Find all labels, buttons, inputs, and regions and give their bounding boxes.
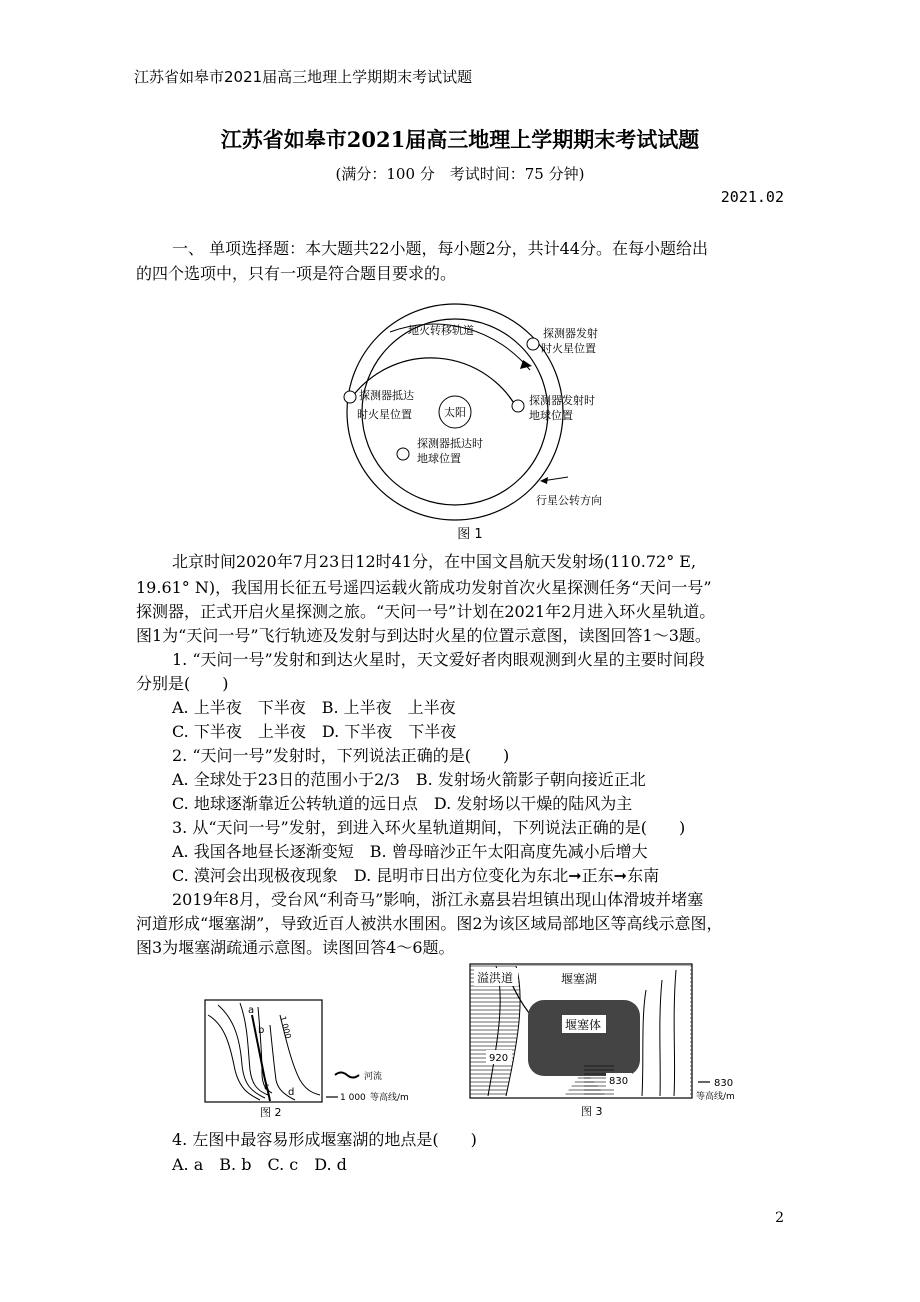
page-number: 2	[775, 1210, 784, 1226]
passage-1-line-2: 19.61° N)，我国用长征五号遥四运载火箭成功发射首次火星探测任务“天问一号”	[136, 578, 712, 597]
section-heading-line-1: 一、 单项选择题：本大题共22小题，每小题2分，共计44分。在每小题给出	[172, 239, 708, 258]
point-d-label: d	[288, 1087, 295, 1098]
exam-date: 2021.02	[720, 188, 784, 206]
transfer-orbit-label: 地火转移轨道	[408, 324, 474, 337]
question-1-stem-line-1: 1. “天问一号”发射和到达火星时，天文爱好者肉眼观测到火星的主要时间段	[172, 650, 705, 669]
figure-2-contour-map	[200, 995, 409, 1120]
passage-1-line-1: 北京时间2020年7月23日12时41分，在中国文昌航天发射场(110.72° E,	[172, 552, 697, 571]
dammed-lake-label: 堰塞湖	[561, 972, 598, 986]
figure-3-caption: 图 3	[581, 1105, 603, 1118]
passage-1-line-4: 图1为“天问一号”飞行轨迹及发射与到达时火星的位置示意图，读图回答1～3题。	[136, 626, 711, 645]
section-heading-line-2: 的四个选项中，只有一项是符合题目要求的。	[136, 264, 457, 283]
figure-3-dam-diagram	[466, 960, 756, 1122]
question-4-options: A. a B. b C. c D. d	[172, 1155, 347, 1174]
revolution-direction-label: 行星公转方向	[536, 494, 602, 507]
question-2-options-cd: C. 地球逐渐靠近公转轨道的远日点 D. 发射场以干燥的陆风为主	[172, 794, 633, 813]
contour-legend-label: 等高线/m	[370, 1093, 409, 1103]
mars-arrival-position	[344, 391, 356, 403]
passage-2-line-1: 2019年8月，受台风“利奇马”影响，浙江永嘉县岩坦镇出现山体滑坡并堵塞	[172, 890, 704, 909]
passage-1-line-3: 探测器，正式开启火星探测之旅。“天问一号”计划在2021年2月进入环火星轨道。	[136, 602, 716, 621]
point-c-label: c	[264, 1082, 270, 1093]
point-a-label: a	[248, 1005, 255, 1016]
transfer-orbit-path	[352, 358, 518, 410]
question-3-stem: 3. 从“天问一号”发射，到进入环火星轨道期间，下列说法正确的是( )	[172, 818, 686, 837]
mars-arrival-label-1: 探测器抵达	[359, 389, 414, 402]
contour-value-label: 1 000	[278, 1015, 293, 1040]
mars-launch-position	[527, 338, 539, 350]
earth-arrival-label-2: 地球位置	[417, 452, 461, 465]
question-1-options-ab: A. 上半夜 下半夜 B. 上半夜 上半夜	[172, 698, 456, 717]
sun-label: 太阳	[444, 406, 466, 419]
passage-2-line-3: 图3为堰塞湖疏通示意图。读图回答4～6题。	[136, 938, 455, 957]
contour-legend-value: 1 000	[340, 1093, 366, 1103]
question-2-options-ab: A. 全球处于23日的范围小于2/3 B. 发射场火箭影子朝向接近正北	[172, 770, 646, 789]
dam-body	[528, 1000, 640, 1076]
earth-launch-position	[512, 400, 524, 412]
question-1-options-cd: C. 下半夜 上半夜 D. 下半夜 下半夜	[172, 722, 457, 741]
mars-arrival-label-2: 时火星位置	[357, 408, 412, 421]
question-2-stem: 2. “天问一号”发射时，下列说法正确的是( )	[172, 746, 510, 765]
earth-arrival-label-1: 探测器抵达时	[417, 437, 483, 450]
running-header: 江苏省如皋市2021届高三地理上学期期末考试试题	[134, 68, 473, 86]
mars-launch-label-2: 时火星位置	[541, 342, 596, 355]
contour-920-label: 920	[489, 1053, 509, 1064]
figure-2-caption: 图 2	[260, 1106, 282, 1119]
page-title: 江苏省如皋市2021届高三地理上学期期末考试试题	[220, 127, 700, 152]
point-b-label: b	[258, 1025, 265, 1036]
exam-info: (满分：100 分 考试时间：75 分钟)	[335, 165, 585, 183]
figure-1-orbit-diagram	[330, 300, 630, 546]
earth-launch-label-1: 探测器发射时	[529, 394, 595, 407]
passage-2-line-2: 河道形成“堰塞湖”，导致近百人被洪水围困。图2为该区域局部地区等高线示意图，	[136, 914, 723, 933]
contour-legend-label: 等高线/m	[696, 1092, 735, 1102]
question-3-options-ab: A. 我国各地昼长逐渐变短 B. 曾母暗沙正午太阳高度先减小后增大	[172, 842, 648, 861]
question-3-options-cd: C. 漠河会出现极夜现象 D. 昆明市日出方位变化为东北➞正东➞东南	[172, 866, 660, 885]
question-4-stem: 4. 左图中最容易形成堰塞湖的地点是( )	[172, 1130, 477, 1149]
river-legend-label: 河流	[364, 1072, 383, 1082]
contour-line	[218, 1005, 265, 1098]
spillway-label: 溢洪道	[477, 971, 514, 985]
landslide-dam-label: 堰塞体	[565, 1018, 602, 1032]
contour-830-label: 830	[609, 1076, 629, 1087]
earth-arrival-position	[397, 448, 409, 460]
mars-launch-label-1: 探测器发射	[543, 327, 598, 340]
earth-launch-label-2: 地球位置	[529, 409, 573, 422]
figure-1-caption: 图 1	[457, 527, 483, 542]
question-1-stem-line-2: 分别是( )	[136, 674, 229, 693]
river-legend-symbol	[335, 1073, 359, 1078]
contour-legend-value: 830	[714, 1078, 734, 1089]
